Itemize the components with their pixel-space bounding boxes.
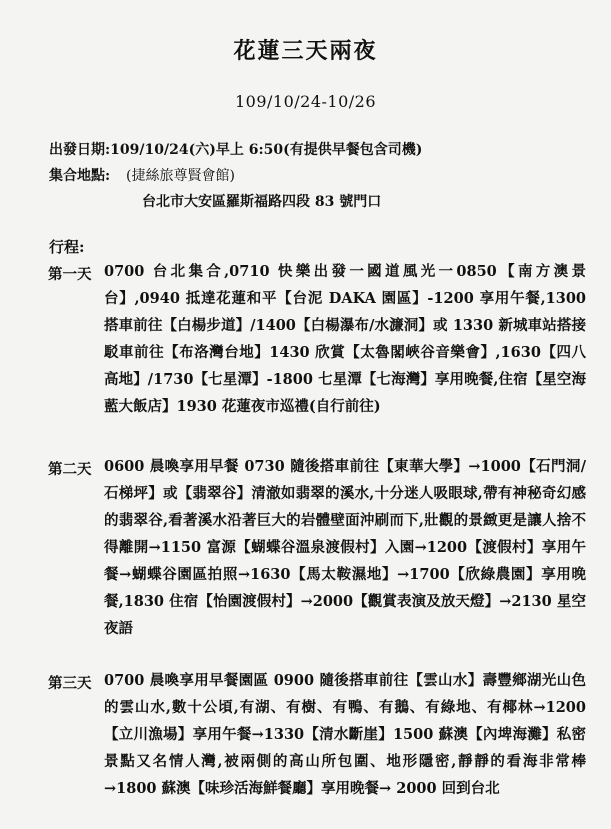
itinerary-heading: 行程: [49,238,85,256]
date-range: 109/10/24-10/26 [234,92,377,111]
day-3-text: 0700 晨喚享用早餐園區 0900 隨後搭車前往【雲山水】壽豐鄉湖光山色的雲山水,數十公頃,有湖、有樹、有鴨、有鵝、有綠地、有椰林→1200【立川漁場】享用午餐→1330【清水斷崖】1500 蘇澳【內埤海灘】私密景點又名情人灣,被兩側的高山所包圍、地形隱密,靜靜的看海非常棒→1800 蘇澳【味珍活海鮮餐廳】享用晚餐→ 2000 回到台北 [104,672,586,797]
day-1-label: 第一天 [48,266,92,283]
day-2-label: 第二天 [48,461,92,478]
day-1-text: 0700 台北集合,0710 快樂出發一國道風光一0850【南方澳景台】,0940 抵達花蓮和平【台泥 DAKA 園區】-1200 享用午餐,1300 搭車前往【白楊步道】/1400【白楊瀑布/水濂洞】或 1330 新城車站搭接駁車前往【布洛灣台地】1430 欣賞【太魯閣峽谷音樂會】,1630【四八高地】/1730【七星潭】-1800 七星潭【七海灣】享用晚餐,住宿【星空海藍大飯店】1930 花蓮夜市巡禮(自行前往) [104,263,586,415]
meeting-point-name: (捷絲旅尊賢會館) [126,168,235,184]
meeting-point-label: 集合地點: [49,168,111,184]
day-3-label: 第三天 [48,675,92,692]
departure-line: 出發日期:109/10/24(六)早上 6:50(有提供早餐包含司機) [49,142,423,158]
meeting-point-address: 台北市大安區羅斯福路四段 83 號門口 [142,194,382,210]
day-2-text: 0600 晨喚享用早餐 0730 隨後搭車前往【東華大學】→1000【石門洞/石梯坪】或【翡翠谷】清澈如翡翠的溪水,十分迷人吸眼球,帶有神秘奇幻感的翡翠谷,看著溪水沿著巨大的岩體壁面沖刷而下,壯觀的景緻更是讓人捨不得離開→1150 富源【蝴蝶谷溫泉渡假村】入園→1200【渡假村】享用午餐→蝴蝶谷園區拍照→1630【馬太鞍濕地】→1700【欣綠農園】享用晚餐,1830 住宿【怡園渡假村】→2000【觀賞表演及放天燈】→2130 星空夜語 [104,458,586,637]
document-title: 花蓮三天兩夜 [233,38,378,64]
